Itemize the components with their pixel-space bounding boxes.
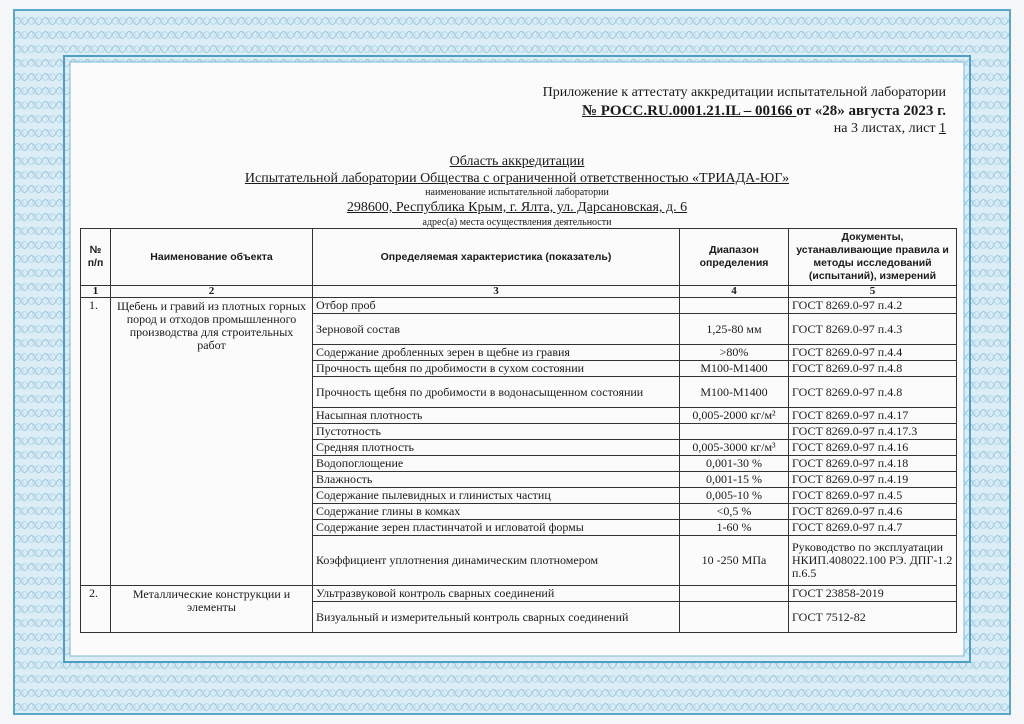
col-number: 4 [680,286,789,298]
header-num: № п/п [81,229,111,286]
range-cell [680,602,789,633]
range-cell: М100-М1400 [680,361,789,377]
document-cell: ГОСТ 8269.0-97 п.4.17.3 [789,424,957,440]
table-body [81,298,957,633]
document-cell: ГОСТ 7512-82 [789,602,957,633]
characteristic-cell: Влажность [313,472,680,488]
header-line1: Приложение к аттестату аккредитации испытательной лаборатории [542,85,946,100]
range-cell [680,298,789,314]
range-cell: 0,005-3000 кг/м³ [680,440,789,456]
col-number: 1 [81,286,111,298]
document-cell: ГОСТ 8269.0-97 п.4.8 [789,361,957,377]
sheet-page: 1 [939,121,946,136]
address-caption: адрес(а) места осуществления деятельности [422,217,612,228]
characteristic-cell: Содержание зерен пластинчатой и игловатой формы [313,520,680,536]
header-line3 [543,120,946,138]
table-row [81,298,957,314]
range-cell: 0,005-10 % [680,488,789,504]
lab-address: 298600, Республика Крым, г. Ялта, ул. Дарсановская, д. 6 [346,200,688,215]
row-number: 2. [81,586,111,633]
document-cell: ГОСТ 8269.0-97 п.4.5 [789,488,957,504]
characteristic-cell: Ультразвуковой контроль сварных соединений [313,586,680,602]
header-characteristic: Определяемая характеристика (показатель) [313,229,680,286]
certificate-number: № РОСС.RU.0001.21.IL – 00166 [581,103,797,119]
characteristic-cell: Визуальный и измерительный контроль сварных соединений [313,602,680,633]
document-cell: ГОСТ 8269.0-97 п.4.18 [789,456,957,472]
document-cell: ГОСТ 8269.0-97 п.4.16 [789,440,957,456]
document-cell: Руководство по эксплуатации НКИП.408022.100 РЭ. ДПГ-1.2 п.6.5 [789,536,957,586]
header-documents: Документы, устанавливающие правила и методы исследований (испытаний), измерений [789,229,957,286]
range-cell [680,586,789,602]
certificate-date: от «28» августа 2023 г. [796,103,946,119]
col-number: 3 [313,286,680,298]
characteristic-cell: Прочность щебня по дробимости в сухом состоянии [313,361,680,377]
table-row [81,586,957,602]
range-cell: 10 -250 МПа [680,536,789,586]
range-cell: <0,5 % [680,504,789,520]
col-number: 2 [111,286,313,298]
characteristic-cell: Водопоглощение [313,456,680,472]
characteristic-cell: Содержание дробленных зерен в щебне из гравия [313,345,680,361]
col-number: 5 [789,286,957,298]
range-cell: 1-60 % [680,520,789,536]
header-object: Наименование объекта [111,229,313,286]
document-cell: ГОСТ 8269.0-97 п.4.17 [789,408,957,424]
object-name: Металлические конструкции и элементы [111,586,313,633]
characteristic-cell: Пустотность [313,424,680,440]
lab-name: Испытательной лаборатории Общества с ограниченной ответственностью «ТРИАДА-ЮГ» [244,171,790,186]
sheets-count: на 3 листах, лист [833,121,939,136]
document-cell: ГОСТ 8269.0-97 п.4.8 [789,377,957,408]
scope-title: Область аккредитации [449,154,585,169]
column-numbers-row [81,286,957,298]
document-cell: ГОСТ 8269.0-97 п.4.7 [789,520,957,536]
row-number: 1. [81,298,111,586]
accreditation-table [80,228,957,633]
table-header-row [81,229,957,286]
document-cell: ГОСТ 8269.0-97 п.4.19 [789,472,957,488]
range-cell [680,424,789,440]
attachment-header [543,84,946,138]
characteristic-cell: Отбор проб [313,298,680,314]
characteristic-cell: Содержание пылевидных и глинистых частиц [313,488,680,504]
characteristic-cell: Зерновой состав [313,314,680,345]
characteristic-cell: Коэффициент уплотнения динамическим плотномером [313,536,680,586]
header-range: Диапазон определения [680,229,789,286]
characteristic-cell: Прочность щебня по дробимости в водонасыщенном состоянии [313,377,680,408]
document-cell: ГОСТ 8269.0-97 п.4.2 [789,298,957,314]
range-cell: 0,005-2000 кг/м² [680,408,789,424]
range-cell: 1,25-80 мм [680,314,789,345]
header-line2 [543,102,946,120]
range-cell: М100-М1400 [680,377,789,408]
document-cell: ГОСТ 23858-2019 [789,586,957,602]
range-cell: >80% [680,345,789,361]
characteristic-cell: Содержание глины в комках [313,504,680,520]
document-cell: ГОСТ 8269.0-97 п.4.4 [789,345,957,361]
range-cell: 0,001-30 % [680,456,789,472]
lab-caption: наименование испытательной лаборатории [425,187,609,198]
characteristic-cell: Насыпная плотность [313,408,680,424]
document-cell: ГОСТ 8269.0-97 п.4.3 [789,314,957,345]
object-name: Щебень и гравий из плотных горных пород и отходов промышленного производства для строительных работ [111,298,313,586]
document-cell: ГОСТ 8269.0-97 п.4.6 [789,504,957,520]
range-cell: 0,001-15 % [680,472,789,488]
characteristic-cell: Средняя плотность [313,440,680,456]
